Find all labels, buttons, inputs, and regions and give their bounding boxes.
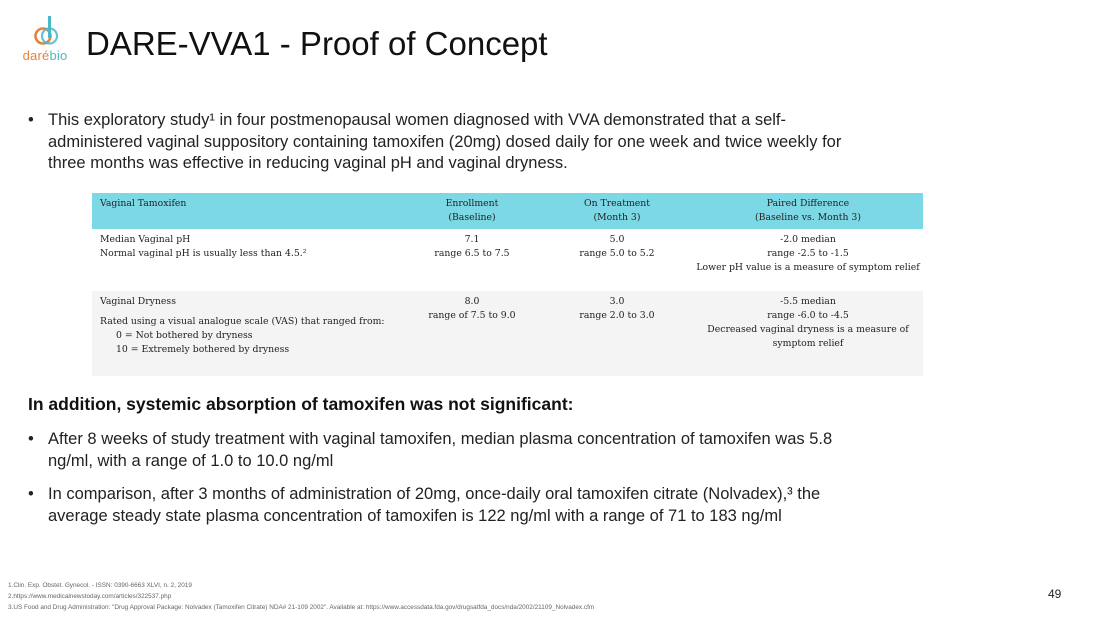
cell-range: range -2.5 to -1.5: [767, 248, 849, 259]
cell-value: 5.0: [609, 234, 625, 245]
bullet-line: ng/ml, with a range of 1.0 to 10.0 ng/ml: [48, 451, 334, 470]
logo-text-bio: bio: [49, 48, 68, 63]
cell-baseline: [405, 233, 539, 261]
header-text: (Baseline vs. Month 3): [755, 212, 861, 223]
cell-value: 7.1: [464, 234, 480, 245]
cell-note: Lower pH value is a measure of symptom relief: [696, 262, 920, 273]
cell-value: 3.0: [609, 296, 625, 307]
bullet-line: administered vaginal suppository containing tamoxifen (20mg) dosed daily for one week and twice weekly for: [48, 132, 842, 151]
bullet-oral-comparison: [28, 484, 973, 527]
header-paired-difference: [692, 197, 924, 225]
row-subtitle: Normal vaginal pH is usually less than 4.5.²: [100, 248, 307, 259]
cell-paired-difference: [692, 233, 924, 275]
header-text: On Treatment: [583, 198, 651, 209]
cell-value: 8.0: [464, 296, 480, 307]
cell-range: range 6.5 to 7.5: [434, 248, 510, 259]
header-text: Paired Difference: [766, 198, 850, 209]
cell-value: -5.5 median: [780, 296, 836, 307]
cell-range: range of 7.5 to 9.0: [428, 310, 516, 321]
row-label: [100, 233, 306, 261]
page-number: 49: [1048, 587, 1062, 601]
bullet-line: In comparison, after 3 months of administration of 20mg, once-daily oral tamoxifen citrate (Nolvadex),³ the: [48, 485, 821, 503]
bullet-dot: •: [28, 111, 34, 129]
table-row-vaginal-ph: [92, 229, 923, 291]
bullet-dot: •: [28, 430, 34, 448]
header-on-treatment: [552, 197, 682, 225]
cell-note: symptom relief: [772, 338, 844, 349]
row-label: [100, 295, 385, 357]
scale-min-note: 0 = Not bothered by dryness: [116, 330, 253, 341]
cell-baseline: [405, 295, 539, 323]
bullet-line: average steady state plasma concentration of tamoxifen is 122 ng/ml with a range of 71 to 183 ng/ml: [48, 506, 782, 525]
darebio-logo-mark: [32, 16, 58, 46]
scale-max-note: 10 = Extremely bothered by dryness: [116, 344, 290, 355]
results-table: [92, 193, 923, 376]
cell-range: range 2.0 to 3.0: [579, 310, 655, 321]
bullet-study-summary: [28, 110, 988, 175]
cell-value: -2.0 median: [780, 234, 836, 245]
bullet-line: three months was effective in reducing vaginal pH and vaginal dryness.: [48, 154, 568, 172]
row-title: Vaginal Dryness: [100, 296, 176, 307]
table-row-vaginal-dryness: [92, 291, 923, 376]
logo-wordmark: [14, 48, 76, 63]
footnote: 3.US Food and Drug Administration: "Drug Approval Package: Nolvadex (Tamoxifen Citrate) NDA# 21-109 2002". Available at: https://www.accessdata.fda.gov/drugsatfda_docs/nda/2002/21109_Nolvadex.cfm: [8, 604, 595, 611]
footnotes: [8, 580, 594, 613]
slide-title: DARE-VVA1 - Proof of Concept: [86, 25, 548, 62]
cell-paired-difference: [692, 295, 924, 351]
cell-range: range 5.0 to 5.2: [579, 248, 655, 259]
cell-month3: [552, 295, 682, 323]
cell-range: range -6.0 to -4.5: [767, 310, 849, 321]
bullet-plasma-concentration: [28, 429, 988, 472]
table-header: [92, 193, 923, 229]
bullet-line: This exploratory study¹ in four postmenopausal women diagnosed with VVA demonstrated that a self-: [48, 111, 787, 129]
row-title: Median Vaginal pH: [100, 234, 191, 245]
footnote: 2.https://www.medicalnewstoday.com/articles/322537.php: [8, 593, 172, 600]
cell-month3: [552, 233, 682, 261]
header-vaginal-tamoxifen: Vaginal Tamoxifen: [100, 198, 187, 209]
row-subtitle: Rated using a visual analogue scale (VAS) that ranged from:: [100, 316, 385, 327]
header-enrollment: [405, 197, 539, 225]
header-text: (Month 3): [593, 212, 641, 223]
bullet-line: After 8 weeks of study treatment with vaginal tamoxifen, median plasma concentration of tamoxifen was 5.8: [48, 430, 833, 448]
header-text: (Baseline): [448, 212, 496, 223]
bullet-dot: •: [28, 485, 34, 503]
darebio-logo: [14, 16, 76, 66]
header-text: Enrollment: [445, 198, 499, 209]
footnote: 1.Clin. Exp. Obstet. Gynecol. - ISSN: 0390-6663 XLVI, n. 2, 2019: [8, 582, 192, 589]
section-subheading: In addition, systemic absorption of tamoxifen was not significant:: [28, 394, 574, 414]
logo-text-dare: daré: [22, 48, 50, 63]
cell-note: Decreased vaginal dryness is a measure of: [707, 324, 909, 335]
